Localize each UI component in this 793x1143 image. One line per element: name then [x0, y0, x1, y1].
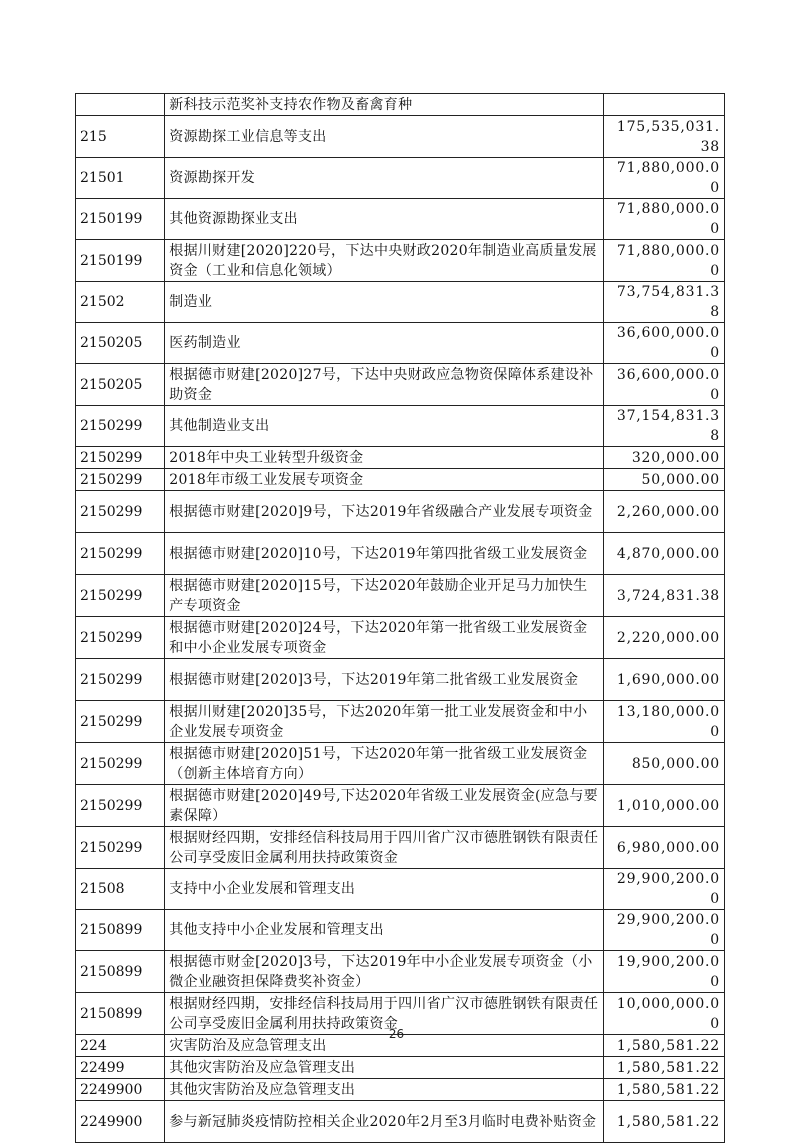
- table-row: [76, 158, 725, 199]
- subject-code-cell: 2150299: [76, 743, 165, 785]
- subject-code-cell: 224: [76, 1035, 165, 1057]
- table-row: [76, 116, 725, 158]
- subject-code-cell: 21508: [76, 869, 165, 910]
- table-row: [76, 447, 725, 469]
- amount-cell: 73,754,831.38: [603, 282, 724, 323]
- amount-cell: 36,600,000.00: [603, 323, 724, 364]
- subject-code-cell: 2150299: [76, 447, 165, 469]
- subject-code-cell: 215: [76, 116, 165, 158]
- amount-cell: 3,724,831.38: [603, 575, 724, 617]
- table-row: [76, 659, 725, 701]
- item-description-cell: 2018年市级工业发展专项资金: [165, 469, 603, 491]
- item-description-cell: 根据川财建[2020]35号，下达2020年第一批工业发展资金和中小企业发展专项资金: [165, 701, 603, 743]
- budget-table: [75, 93, 725, 1143]
- table-row: [76, 1057, 725, 1079]
- subject-code-cell: 2150299: [76, 785, 165, 827]
- item-description-cell: 根据德市财建[2020]51号，下达2020年第一批省级工业发展资金（创新主体培育方向）: [165, 743, 603, 785]
- amount-cell: 37,154,831.38: [603, 406, 724, 447]
- item-description-cell: 根据德市财建[2020]9号，下达2019年省级融合产业发展专项资金: [165, 491, 603, 533]
- amount-cell: 6,980,000.00: [603, 827, 724, 869]
- amount-cell: 29,900,200.00: [603, 910, 724, 951]
- item-description-cell: 根据德市财建[2020]27号，下达中央财政应急物资保障体系建设补助资金: [165, 364, 603, 406]
- item-description-cell: 根据德市财建[2020]10号，下达2019年第四批省级工业发展资金: [165, 533, 603, 575]
- amount-cell: 2,220,000.00: [603, 617, 724, 659]
- amount-cell: 2,260,000.00: [603, 491, 724, 533]
- subject-code-cell: 2249900: [76, 1079, 165, 1101]
- subject-code-cell: 22499: [76, 1057, 165, 1079]
- table-row: [76, 533, 725, 575]
- table-row: [76, 575, 725, 617]
- amount-cell: 71,880,000.00: [603, 199, 724, 240]
- table-row: [76, 491, 725, 533]
- amount-cell: 71,880,000.00: [603, 158, 724, 199]
- table-row: [76, 910, 725, 951]
- item-description-cell: 制造业: [165, 282, 603, 323]
- subject-code-cell: 2150299: [76, 575, 165, 617]
- table-row: [76, 406, 725, 447]
- subject-code-cell: 2150199: [76, 240, 165, 282]
- amount-cell: 320,000.00: [603, 447, 724, 469]
- amount-cell: [603, 94, 724, 116]
- subject-code-cell: 2249900: [76, 1101, 165, 1143]
- table-row: [76, 94, 725, 116]
- item-description-cell: 根据德市财建[2020]3号，下达2019年第二批省级工业发展资金: [165, 659, 603, 701]
- item-description-cell: 根据德市财建[2020]24号，下达2020年第一批省级工业发展资金和中小企业发展专项资金: [165, 617, 603, 659]
- table-row: [76, 743, 725, 785]
- amount-cell: 1,580,581.22: [603, 1057, 724, 1079]
- item-description-cell: 灾害防治及应急管理支出: [165, 1035, 603, 1057]
- table-row: [76, 869, 725, 910]
- item-description-cell: 2018年中央工业转型升级资金: [165, 447, 603, 469]
- amount-cell: 71,880,000.00: [603, 240, 724, 282]
- item-description-cell: 根据德市财建[2020]15号，下达2020年鼓励企业开足马力加快生产专项资金: [165, 575, 603, 617]
- amount-cell: 36,600,000.00: [603, 364, 724, 406]
- subject-code-cell: 2150299: [76, 617, 165, 659]
- table-row: [76, 364, 725, 406]
- table-row: [76, 323, 725, 364]
- table-row: [76, 469, 725, 491]
- table-row: [76, 199, 725, 240]
- amount-cell: 175,535,031.38: [603, 116, 724, 158]
- subject-code-cell: 2150899: [76, 910, 165, 951]
- item-description-cell: 根据财经四期，安排经信科技局用于四川省广汉市德胜钢铁有限责任公司享受废旧金属利用扶持政策资金: [165, 993, 603, 1035]
- item-description-cell: 新科技示范奖补支持农作物及畜禽育种: [165, 94, 603, 116]
- amount-cell: 1,580,581.22: [603, 1035, 724, 1057]
- subject-code-cell: 21501: [76, 158, 165, 199]
- subject-code-cell: 21502: [76, 282, 165, 323]
- amount-cell: 13,180,000.00: [603, 701, 724, 743]
- item-description-cell: 其他资源勘探业支出: [165, 199, 603, 240]
- amount-cell: 4,870,000.00: [603, 533, 724, 575]
- subject-code-cell: 2150899: [76, 993, 165, 1035]
- table-row: [76, 240, 725, 282]
- item-description-cell: 根据财经四期，安排经信科技局用于四川省广汉市德胜钢铁有限责任公司享受废旧金属利用扶持政策资金: [165, 827, 603, 869]
- amount-cell: 1,580,581.22: [603, 1079, 724, 1101]
- item-description-cell: 医药制造业: [165, 323, 603, 364]
- subject-code-cell: 2150299: [76, 533, 165, 575]
- amount-cell: 19,900,200.00: [603, 951, 724, 993]
- amount-cell: 29,900,200.00: [603, 869, 724, 910]
- subject-code-cell: 2150199: [76, 199, 165, 240]
- item-description-cell: 根据德市财金[2020]3号，下达2019年中小企业发展专项资金（小微企业融资担保降费奖补资金）: [165, 951, 603, 993]
- subject-code-cell: 2150299: [76, 469, 165, 491]
- subject-code-cell: 2150299: [76, 827, 165, 869]
- table-row: [76, 785, 725, 827]
- item-description-cell: 资源勘探开发: [165, 158, 603, 199]
- item-description-cell: 支持中小企业发展和管理支出: [165, 869, 603, 910]
- item-description-cell: 资源勘探工业信息等支出: [165, 116, 603, 158]
- item-description-cell: 其他灾害防治及应急管理支出: [165, 1057, 603, 1079]
- item-description-cell: 根据川财建[2020]220号，下达中央财政2020年制造业高质量发展资金（工业和信息化领域）: [165, 240, 603, 282]
- item-description-cell: 其他制造业支出: [165, 406, 603, 447]
- item-description-cell: 根据德市财建[2020]49号,下达2020年省级工业发展资金(应急与要素保障）: [165, 785, 603, 827]
- subject-code-cell: 2150299: [76, 701, 165, 743]
- amount-cell: 1,580,581.22: [603, 1101, 724, 1143]
- subject-code-cell: 2150299: [76, 491, 165, 533]
- amount-cell: 1,010,000.00: [603, 785, 724, 827]
- amount-cell: 1,690,000.00: [603, 659, 724, 701]
- item-description-cell: 参与新冠肺炎疫情防控相关企业2020年2月至3月临时电费补贴资金: [165, 1101, 603, 1143]
- subject-code-cell: 2150899: [76, 951, 165, 993]
- table-row: [76, 951, 725, 993]
- subject-code-cell: 2150205: [76, 364, 165, 406]
- table-row: [76, 1079, 725, 1101]
- page-number: 26: [388, 1027, 405, 1041]
- table-row: [76, 617, 725, 659]
- subject-code-cell: [76, 94, 165, 116]
- item-description-cell: 其他灾害防治及应急管理支出: [165, 1079, 603, 1101]
- table-row: [76, 282, 725, 323]
- table-row: [76, 701, 725, 743]
- subject-code-cell: 2150205: [76, 323, 165, 364]
- amount-cell: 850,000.00: [603, 743, 724, 785]
- budget-table-body: [76, 94, 725, 1143]
- subject-code-cell: 2150299: [76, 406, 165, 447]
- table-row: [76, 827, 725, 869]
- item-description-cell: 其他支持中小企业发展和管理支出: [165, 910, 603, 951]
- subject-code-cell: 2150299: [76, 659, 165, 701]
- amount-cell: 50,000.00: [603, 469, 724, 491]
- amount-cell: 10,000,000.00: [603, 993, 724, 1035]
